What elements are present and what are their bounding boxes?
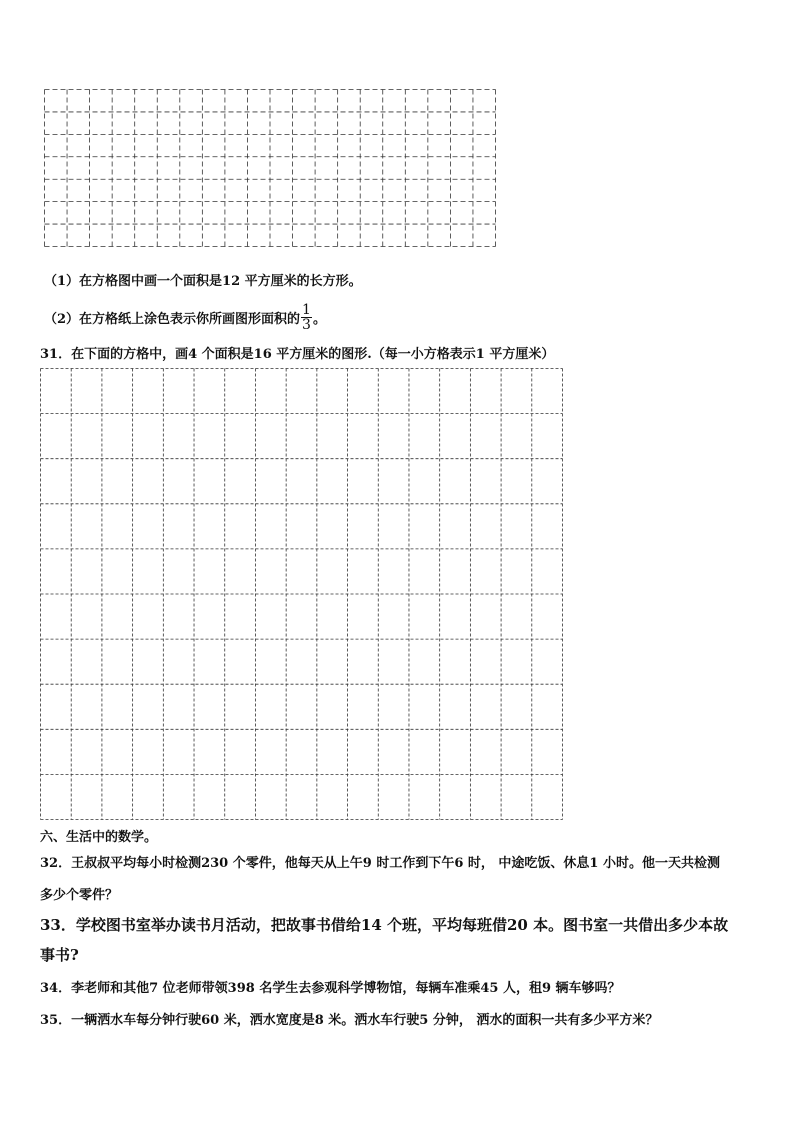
- q32-line-1: 32．王叔叔平均每小时检测230 个零件，他每天从上午9 时工作到下午6 时， 中途吃饭、休息1 小时。他一天共检测: [40, 856, 720, 871]
- section-6-title: 六、生活中的数学。: [40, 830, 158, 845]
- q30-item-2-text: （2）在方格纸上涂色表示你所画图形面积的: [44, 311, 301, 327]
- fraction-denominator: 3: [302, 316, 311, 333]
- q30-item-2: [44, 297, 326, 337]
- small-square-grid[interactable]: [44, 89, 496, 247]
- q33-line-1: 33．学校图书室举办读书月活动，把故事书借给14 个班，平均每班借20 本。图书室一共借出多少本故: [40, 916, 729, 934]
- q35-text: 35．一辆洒水车每分钟行驶60 米，洒水宽度是8 米。洒水车行驶5 分钟， 洒水的面积一共有多少平方米？: [40, 1013, 659, 1028]
- q30-item-2-end: 。: [312, 311, 326, 327]
- fraction-one-third: [301, 303, 312, 332]
- fraction-numerator: 1: [302, 301, 311, 318]
- q34-text: 34．李老师和其他7 位老师带领398 名学生去参观科学博物馆，每辆车准乘45 人，租9 辆车够吗？: [40, 981, 621, 996]
- q33-line-2: 事书?: [40, 946, 79, 964]
- q32-line-2: 多少个零件？: [40, 888, 119, 903]
- large-square-grid[interactable]: [40, 368, 563, 820]
- q31-text: 31．在下面的方格中，画4 个面积是16 平方厘米的图形.（每一小方格表示1 平方厘米）: [40, 347, 555, 362]
- q30-item-1: （1）在方格图中画一个面积是12 平方厘米的长方形。: [44, 274, 362, 289]
